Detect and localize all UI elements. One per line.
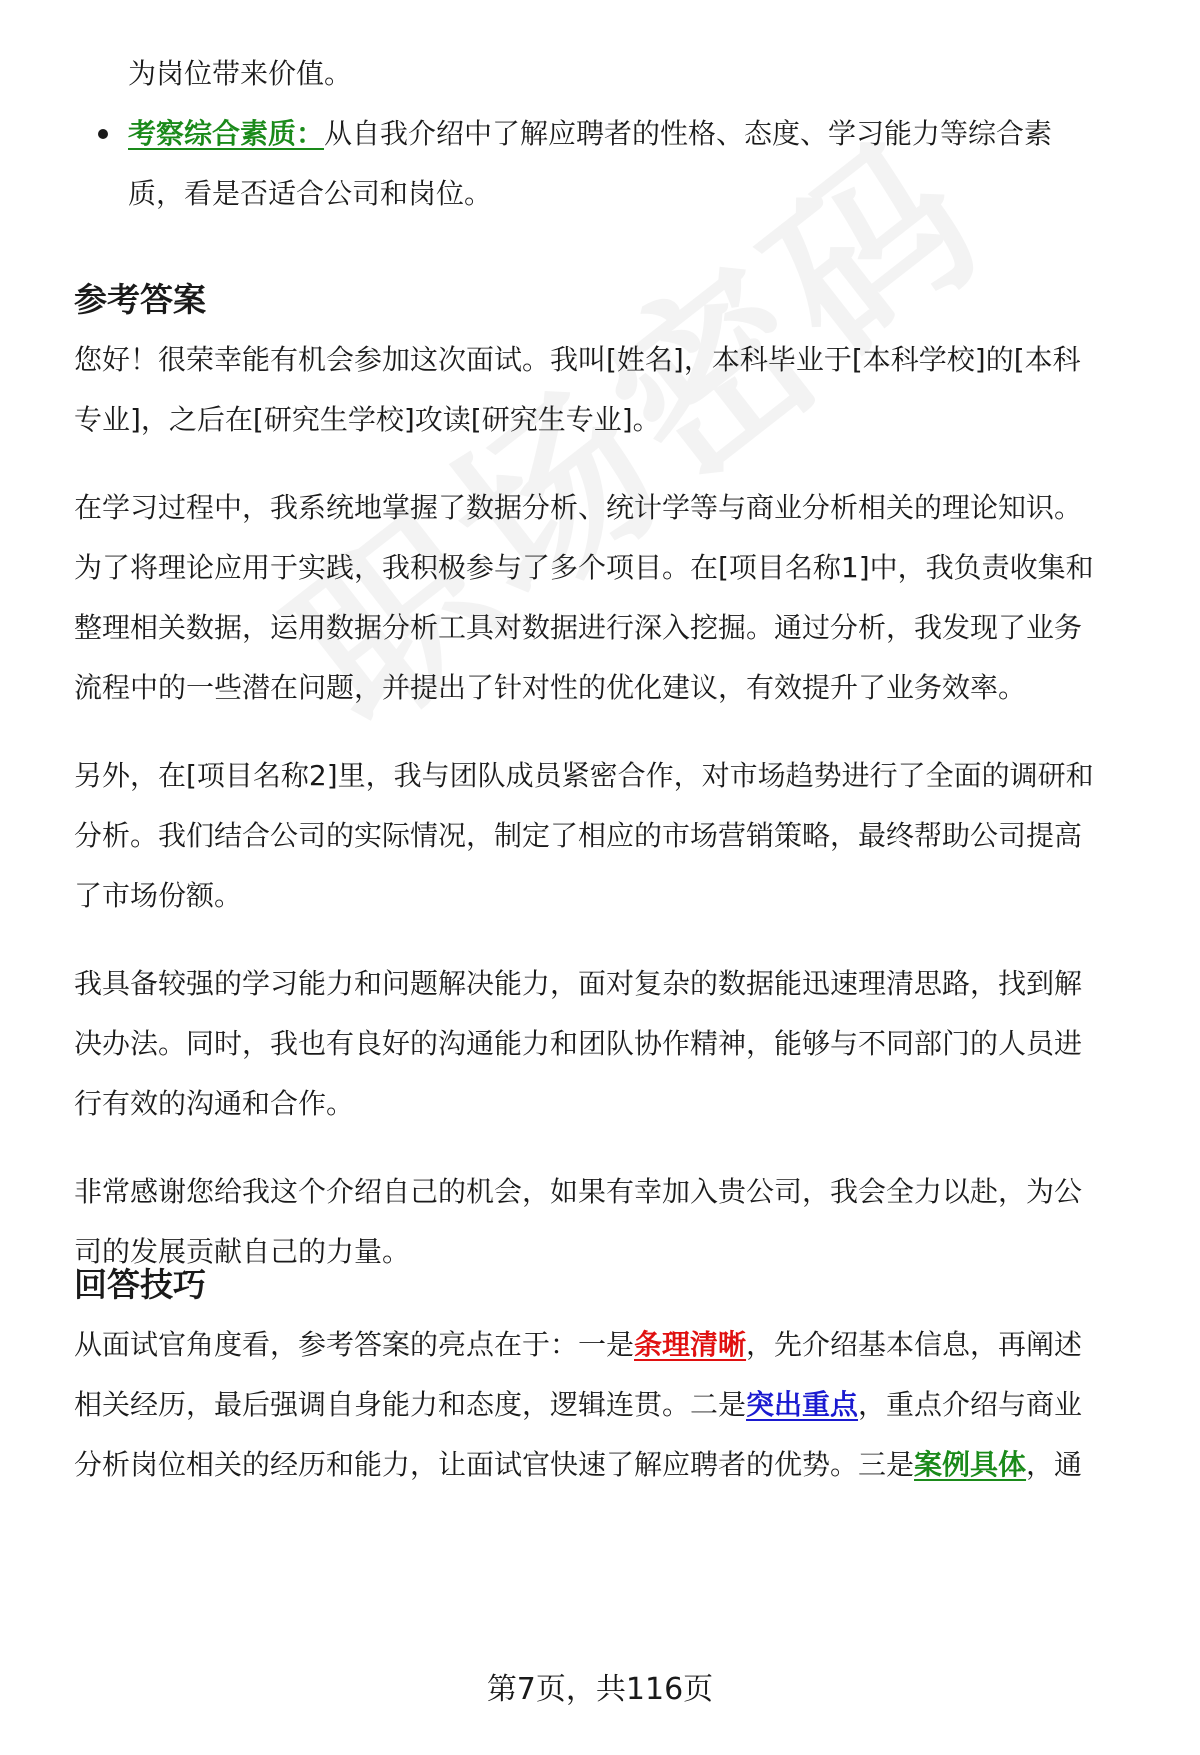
tips-line: [74, 1435, 1154, 1495]
highlight-key-points: 突出重点: [746, 1388, 859, 1421]
bullet-dot-icon: [98, 129, 108, 139]
answer-line: 整理相关数据，运用数据分析工具对数据进行深入挖掘。通过分析，我发现了业务: [74, 611, 1083, 644]
section-heading-answer-tips: 回答技巧: [74, 1265, 206, 1304]
bullet-label: 考察综合素质：: [128, 117, 325, 150]
bullet-text: 从自我介绍中了解应聘者的性格、态度、学习能力等综合素: [324, 117, 1053, 150]
answer-line: 决办法。同时，我也有良好的沟通能力和团队协作精神，能够与不同部门的人员进: [74, 1027, 1083, 1060]
highlight-structured: 条理清晰: [634, 1328, 747, 1361]
answer-tips-body: [74, 1315, 1154, 1495]
answer-line: 另外，在[项目名称2]里，我与团队成员紧密合作，对市场趋势进行了全面的调研和: [74, 759, 1094, 792]
tips-text: ，通: [1026, 1448, 1083, 1481]
tips-text: 从面试官角度看，参考答案的亮点在于：一是: [74, 1328, 635, 1361]
tips-text: 分析岗位相关的经历和能力，让面试官快速了解应聘者的优势。三是: [74, 1448, 915, 1481]
answer-paragraph: [74, 746, 1154, 926]
bullet-line-2: 质，看是否适合公司和岗位。: [128, 177, 493, 210]
tips-text: 相关经历，最后强调自身能力和态度，逻辑连贯。二是: [74, 1388, 747, 1421]
answer-line: 行有效的沟通和合作。: [74, 1087, 355, 1120]
answer-paragraph: [74, 330, 1154, 450]
tips-text: ，重点介绍与商业: [858, 1388, 1083, 1421]
answer-line: 我具备较强的学习能力和问题解决能力，面对复杂的数据能迅速理清思路，找到解: [74, 967, 1083, 1000]
answer-line: 了市场份额。: [74, 879, 243, 912]
highlight-concrete-cases: 案例具体: [914, 1448, 1027, 1481]
answer-line: 为了将理论应用于实践，我积极参与了多个项目。在[项目名称1]中，我负责收集和: [74, 551, 1094, 584]
answer-paragraph: [74, 478, 1154, 718]
tips-line: [74, 1315, 1154, 1375]
bullet-continuation: 为岗位带来价值。: [128, 57, 353, 90]
tips-line: [74, 1375, 1154, 1435]
answer-line: 非常感谢您给我这个介绍自己的机会，如果有幸加入贵公司，我会全力以赴，为公: [74, 1175, 1083, 1208]
answer-line: 司的发展贡献自己的力量。: [74, 1235, 411, 1268]
answer-paragraph: [74, 1162, 1154, 1282]
answer-line: 在学习过程中，我系统地掌握了数据分析、统计学等与商业分析相关的理论知识。: [74, 491, 1083, 524]
answer-paragraph: [74, 954, 1154, 1134]
bullet-line-1: [128, 104, 1154, 164]
tips-text: ，先介绍基本信息，再阐述: [746, 1328, 1083, 1361]
reference-answer-body: [74, 330, 1154, 1282]
page-footer: 第7页，共116页: [486, 1672, 714, 1707]
bullet-list-item: [74, 104, 1154, 224]
answer-line: 您好！很荣幸能有机会参加这次面试。我叫[姓名]，本科毕业于[本科学校]的[本科: [74, 343, 1081, 376]
answer-line: 分析。我们结合公司的实际情况，制定了相应的市场营销策略，最终帮助公司提高: [74, 819, 1083, 852]
section-heading-reference-answer: 参考答案: [74, 280, 206, 319]
answer-line: 专业]，之后在[研究生学校]攻读[研究生专业]。: [74, 403, 661, 436]
answer-line: 流程中的一些潜在问题，并提出了针对性的优化建议，有效提升了业务效率。: [74, 671, 1027, 704]
